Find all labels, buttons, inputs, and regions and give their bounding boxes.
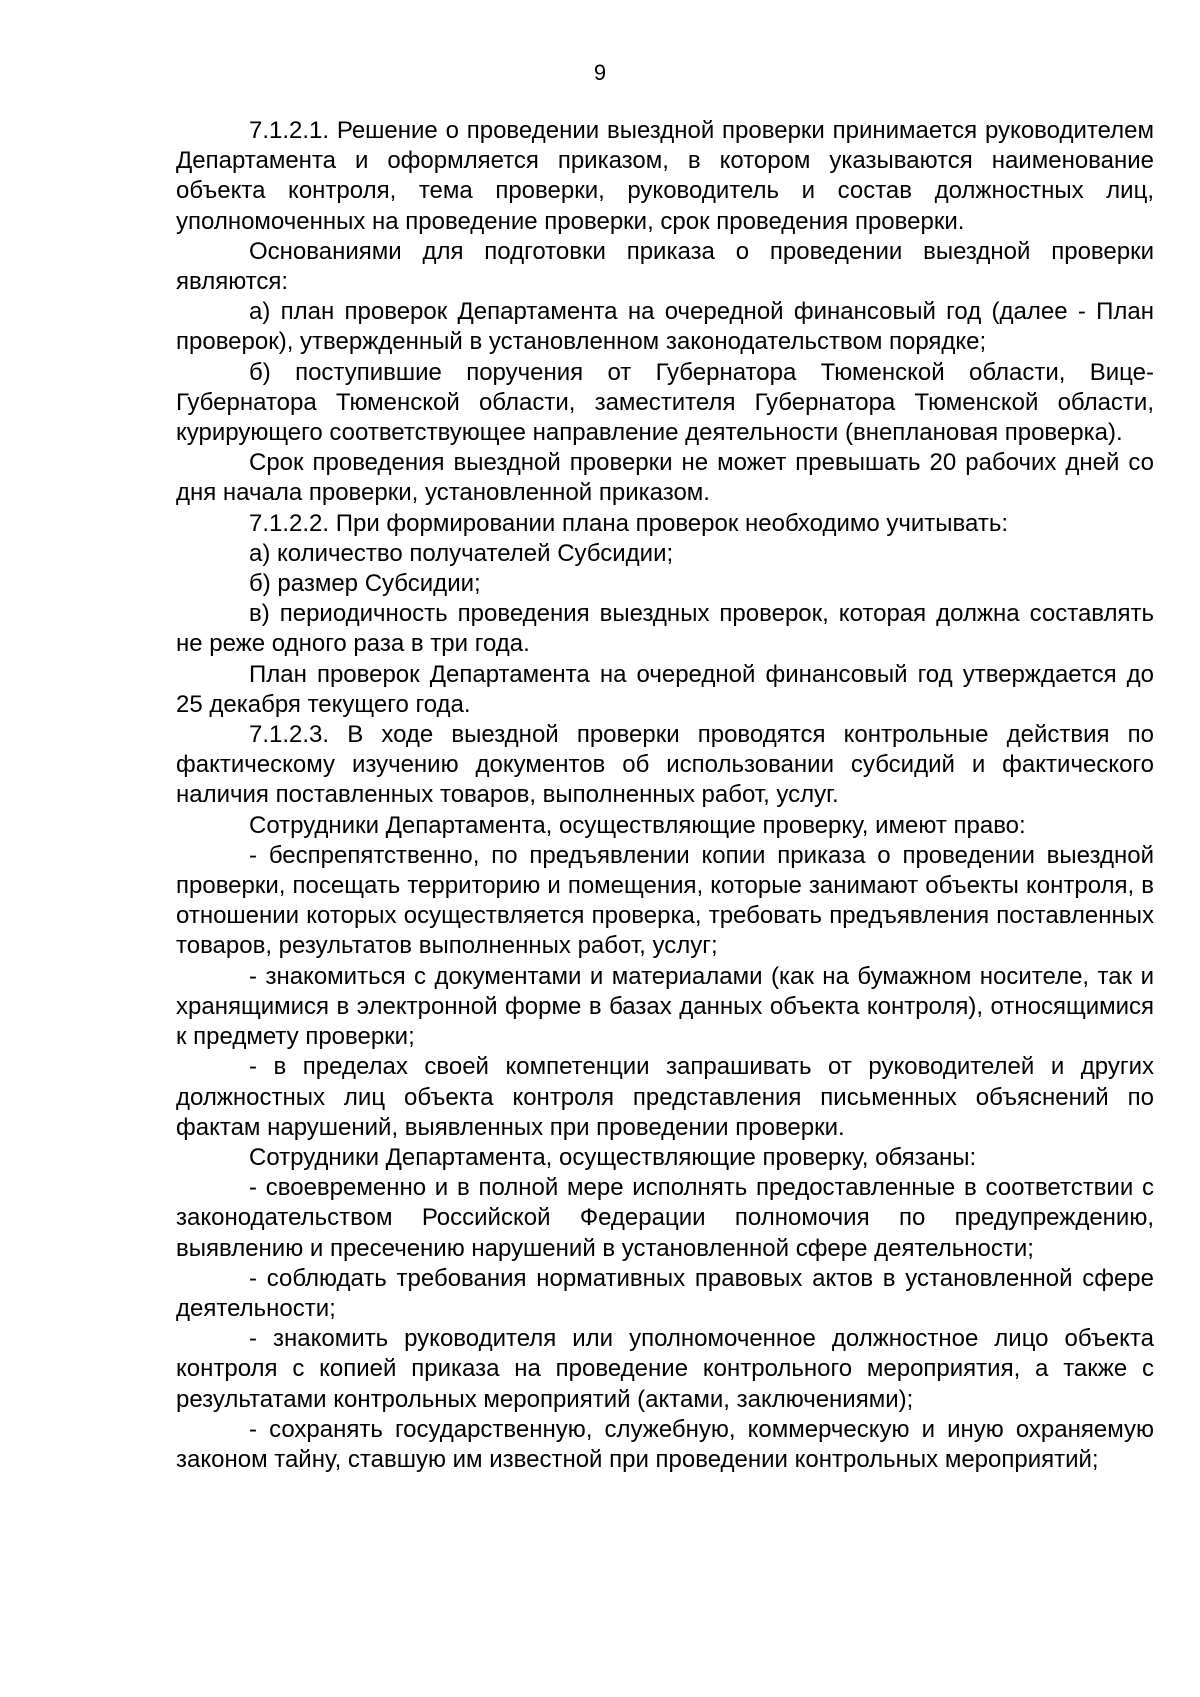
paragraph-7-1-2-2: 7.1.2.2. При формировании плана проверок необходимо учитывать: — [249, 509, 1008, 537]
paragraph-right-explanations: - в пределах своей компетенции запрашивать от руководителей и других должностных лиц объекта контроля представления письменных объяснений по фактам нарушений, выявленных при проведении проверки. — [176, 1053, 1154, 1141]
paragraph-term: Срок проведения выездной проверки не может превышать 20 рабочих дней со дня начала проверки, установленной приказом. — [176, 449, 1154, 507]
page-number: 9 — [593, 60, 607, 85]
paragraph-duty-powers: - своевременно и в полной мере исполнять предоставленные в соответствии с законодательством Российской Федерации полномочия по предупреждению, выявлению и пресечению нарушений в установленной сфере деятельности; — [176, 1174, 1154, 1262]
paragraph-grounds: Основаниями для подготовки приказа о проведении выездной проверки являются: — [176, 237, 1154, 296]
paragraph-item-b-orders: б) поступившие поручения от Губернатора Тюменской области, Вице-Губернатора Тюменской области, заместителя Губернатора Тюменской области, курирующего соответствующее направление деятельности (внеплановая проверка). — [176, 358, 1154, 447]
paragraph-right-documents: - знакомиться с документами и материалами (как на бумажном носителе, так и хранящимися в электронной форме в базах данных объекта контроля), относящимися к предмету проверки; — [176, 962, 1154, 1051]
paragraph-item-a-plan: а) план проверок Департамента на очередной финансовый год (далее - План проверок), утвержденный в установленном законодательством порядке; — [176, 298, 1154, 356]
paragraph-plan-approval: План проверок Департамента на очередной финансовый год утверждается до 25 декабря текущего года. — [176, 660, 1154, 718]
paragraph-item-b-size: б) размер Субсидии; — [249, 570, 481, 598]
paragraph-7-1-2-3: 7.1.2.3. В ходе выездной проверки проводятся контрольные действия по фактическому изучению документов об использовании субсидий и фактического наличия поставленных товаров, выполненных работ, услуг. — [176, 721, 1154, 809]
paragraph-duties-heading: Сотрудники Департамента, осуществляющие проверку, обязаны: — [249, 1143, 977, 1171]
paragraph-rights-heading: Сотрудники Департамента, осуществляющие проверку, имеют право: — [249, 811, 1026, 839]
document-body — [176, 116, 1154, 1475]
paragraph-item-c-periodicity: в) периодичность проведения выездных проверок, которая должна составлять не реже одного раза в три года. — [176, 600, 1154, 658]
paragraph-7-1-2-1: 7.1.2.1. Решение о проведении выездной проверки принимается руководителем Департамента и оформляется приказом, в котором указываются наименование объекта контроля, тема проверки, руководитель и состав должностных лиц, уполномоченных на проведение проверки, срок проведения проверки. — [176, 117, 1154, 235]
paragraph-duty-compliance: - соблюдать требования нормативных правовых актов в установленной сфере деятельности; — [176, 1264, 1154, 1322]
paragraph-duty-inform: - знакомить руководителя или уполномоченное должностное лицо объекта контроля с копией приказа на проведение контрольного мероприятия, а также с результатами контрольных мероприятий (актами, заключениями); — [176, 1325, 1154, 1413]
paragraph-duty-secrecy: - сохранять государственную, служебную, коммерческую и иную охраняемую законом тайну, ставшую им известной при проведении контрольных мероприятий; — [176, 1415, 1154, 1473]
paragraph-item-a-recipients: а) количество получателей Субсидии; — [249, 539, 674, 567]
paragraph-right-access: - беспрепятственно, по предъявлении копии приказа о проведении выездной проверки, посещать территорию и помещения, которые занимают объекты контроля, в отношении которых осуществляется проверка, требовать предъявления поставленных товаров, результатов выполненных работ, услуг; — [176, 841, 1154, 960]
